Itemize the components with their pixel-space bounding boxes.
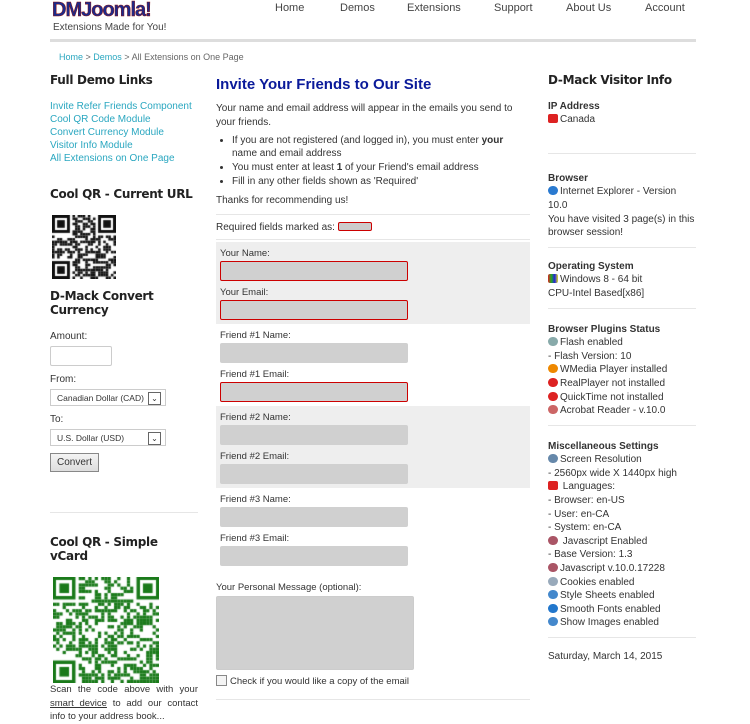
info-item: Style Sheets enabled [548, 589, 696, 603]
field-label: Your Name: [220, 248, 270, 259]
cpu-info: CPU-Intel Based[x86] [548, 287, 645, 299]
convert-button[interactable]: Convert [50, 453, 99, 472]
nav-demos[interactable]: Demos [340, 2, 375, 14]
friend-1-email-input[interactable] [220, 382, 408, 402]
personal-message-input[interactable] [216, 596, 414, 670]
windows-icon [548, 274, 558, 283]
from-currency-value: Canadian Dollar (CAD) [57, 393, 144, 403]
instruction-item: • Fill in any other fields shown as 'Required' [232, 175, 530, 188]
info-item: - System: en-CA [548, 522, 622, 534]
java-icon [548, 536, 558, 545]
ip-country: Canada [560, 114, 596, 126]
full-demo-links-title: Full Demo Links [50, 73, 153, 87]
java-icon [548, 563, 558, 572]
nav-account[interactable]: Account [645, 2, 685, 14]
page-title: Invite Your Friends to Our Site [216, 76, 432, 93]
to-currency-value: U.S. Dollar (USD) [57, 433, 125, 443]
flash-icon [548, 337, 558, 346]
amount-input[interactable] [50, 346, 112, 366]
visitor-info-title: D-Mack Visitor Info [548, 73, 672, 87]
field-group [216, 488, 530, 570]
to-currency-select[interactable] [50, 429, 166, 446]
divider [548, 637, 696, 638]
field-label: Friend #3 Name: [220, 494, 291, 505]
chevron-down-icon: ⌄ [148, 392, 161, 405]
info-item: WMedia Player installed [548, 363, 696, 377]
breadcrumb-home[interactable]: Home [59, 52, 84, 62]
breadcrumb: Home > Demos > All Extensions on One Page [59, 52, 244, 62]
not-installed-icon [548, 392, 558, 401]
info-item: - Flash Version: 10 [548, 350, 632, 362]
field-label: Friend #2 Name: [220, 412, 291, 423]
instruction-item: • You must enter at least 1 of your Friend's email address [232, 161, 530, 174]
css-icon [548, 590, 558, 599]
info-item: - 2560px wide X 1440px high [548, 467, 677, 479]
field-group [216, 242, 530, 324]
info-item: - Browser: en-US [548, 495, 625, 507]
thanks-text: Thanks for recommending us! [216, 195, 349, 206]
info-item: Languages: [548, 480, 696, 494]
nav-about-us[interactable]: About Us [566, 2, 612, 14]
image-icon [548, 617, 558, 626]
friend-2-name-input[interactable] [220, 425, 408, 445]
qr-code-current-url [52, 215, 116, 279]
info-item: Screen Resolution [548, 453, 696, 467]
your-email-input[interactable] [220, 300, 408, 320]
plugins-title: Browser Plugins Status [548, 323, 661, 335]
instructions-list [216, 134, 530, 188]
qr-code-vcard [53, 577, 159, 683]
ie-icon [548, 186, 558, 195]
flag-icon [548, 481, 558, 490]
divider [216, 214, 530, 215]
header-divider [50, 39, 696, 42]
link-visitor-info[interactable]: Visitor Info Module [50, 140, 133, 151]
divider [216, 239, 530, 240]
browser-title: Browser [548, 172, 589, 184]
link-invite-refer[interactable]: Invite Refer Friends Component [50, 101, 192, 112]
info-item: RealPlayer not installed [548, 377, 696, 391]
info-item: Cookies enabled [548, 576, 696, 590]
convert-currency-title: D-Mack Convert Currency [50, 289, 154, 317]
field-group [216, 406, 530, 488]
intro-text: Your name and email address will appear in the emails you send to your friends. [216, 103, 513, 128]
not-installed-icon [548, 378, 558, 387]
copy-checkbox[interactable] [216, 675, 227, 686]
left-sidebar [50, 73, 198, 724]
info-item: Acrobat Reader - v.10.0 [548, 404, 696, 418]
canada-flag-icon [548, 114, 558, 123]
field-label: Friend #1 Name: [220, 330, 291, 341]
info-item: Show Images enabled [548, 616, 696, 630]
smart-device-link[interactable]: smart device [50, 697, 107, 709]
visitor-info-sidebar [548, 73, 696, 664]
divider [50, 512, 198, 513]
required-note: Required fields marked as: [216, 222, 530, 233]
vcard-text: Scan the code above with your smart device to add our contact info to your address book... [50, 684, 199, 722]
divider [548, 308, 696, 309]
divider [548, 247, 696, 248]
field-label: Friend #1 Email: [220, 369, 290, 380]
link-convert-currency[interactable]: Convert Currency Module [50, 127, 164, 138]
site-tagline: Extensions Made for You! [53, 22, 167, 33]
current-date: Saturday, March 14, 2015 [548, 651, 663, 662]
chevron-down-icon: ⌄ [148, 432, 161, 445]
os-title: Operating System [548, 260, 634, 272]
divider [548, 153, 696, 154]
info-item: - Base Version: 1.3 [548, 549, 633, 561]
info-item: Javascript v.10.0.17228 [548, 562, 696, 576]
browser-name: Internet Explorer - Version 10.0 [548, 186, 677, 211]
friend-3-name-input[interactable] [220, 507, 408, 527]
divider [216, 699, 530, 700]
info-item: QuickTime not installed [548, 391, 696, 405]
breadcrumb-current: All Extensions on One Page [131, 52, 244, 62]
your-name-input[interactable] [220, 261, 408, 281]
amount-label: Amount: [50, 331, 88, 342]
divider [548, 425, 696, 426]
misc-title: Miscellaneous Settings [548, 440, 659, 452]
monitor-icon [548, 454, 558, 463]
from-label: From: [50, 374, 77, 385]
acrobat-icon [548, 405, 558, 414]
invite-friends-form [216, 73, 530, 700]
required-sample-field [338, 222, 372, 231]
font-icon [548, 604, 558, 613]
field-label: Your Email: [220, 287, 269, 298]
qr-current-url-title: Cool QR - Current URL [50, 187, 193, 201]
field-group [216, 324, 530, 406]
from-currency-select[interactable] [50, 389, 166, 406]
visit-count: You have visited 3 page(s) in this browser session! [548, 213, 695, 239]
site-logo[interactable]: DMJoomla! [52, 0, 151, 21]
info-item: Javascript Enabled [548, 535, 696, 549]
copy-option: Check if you would like a copy of the email [216, 675, 530, 687]
info-item: - User: en-CA [548, 508, 610, 520]
cookie-icon [548, 577, 558, 586]
message-label: Your Personal Message (optional): [216, 582, 362, 593]
to-label: To: [50, 414, 64, 425]
ip-title: IP Address [548, 100, 600, 112]
info-item: Smooth Fonts enabled [548, 603, 696, 617]
friend-3-email-input[interactable] [220, 546, 408, 566]
nav-extensions[interactable]: Extensions [407, 2, 461, 14]
os-name: Windows 8 - 64 bit [560, 274, 643, 286]
instruction-item: • If you are not registered (and logged in), you must enter your name and email address [232, 134, 530, 160]
qr-vcard-title: Cool QR - Simple vCard [50, 535, 158, 563]
nav-support[interactable]: Support [494, 2, 533, 14]
breadcrumb-demos[interactable]: Demos [93, 52, 122, 62]
friend-1-name-input[interactable] [220, 343, 408, 363]
link-cool-qr[interactable]: Cool QR Code Module [50, 114, 151, 125]
nav-home[interactable]: Home [275, 2, 305, 14]
wmedia-icon [548, 364, 558, 373]
field-label: Friend #3 Email: [220, 533, 290, 544]
link-all-extensions[interactable]: All Extensions on One Page [50, 153, 175, 164]
info-item: Flash enabled [548, 336, 696, 350]
friend-2-email-input[interactable] [220, 464, 408, 484]
field-label: Friend #2 Email: [220, 451, 290, 462]
